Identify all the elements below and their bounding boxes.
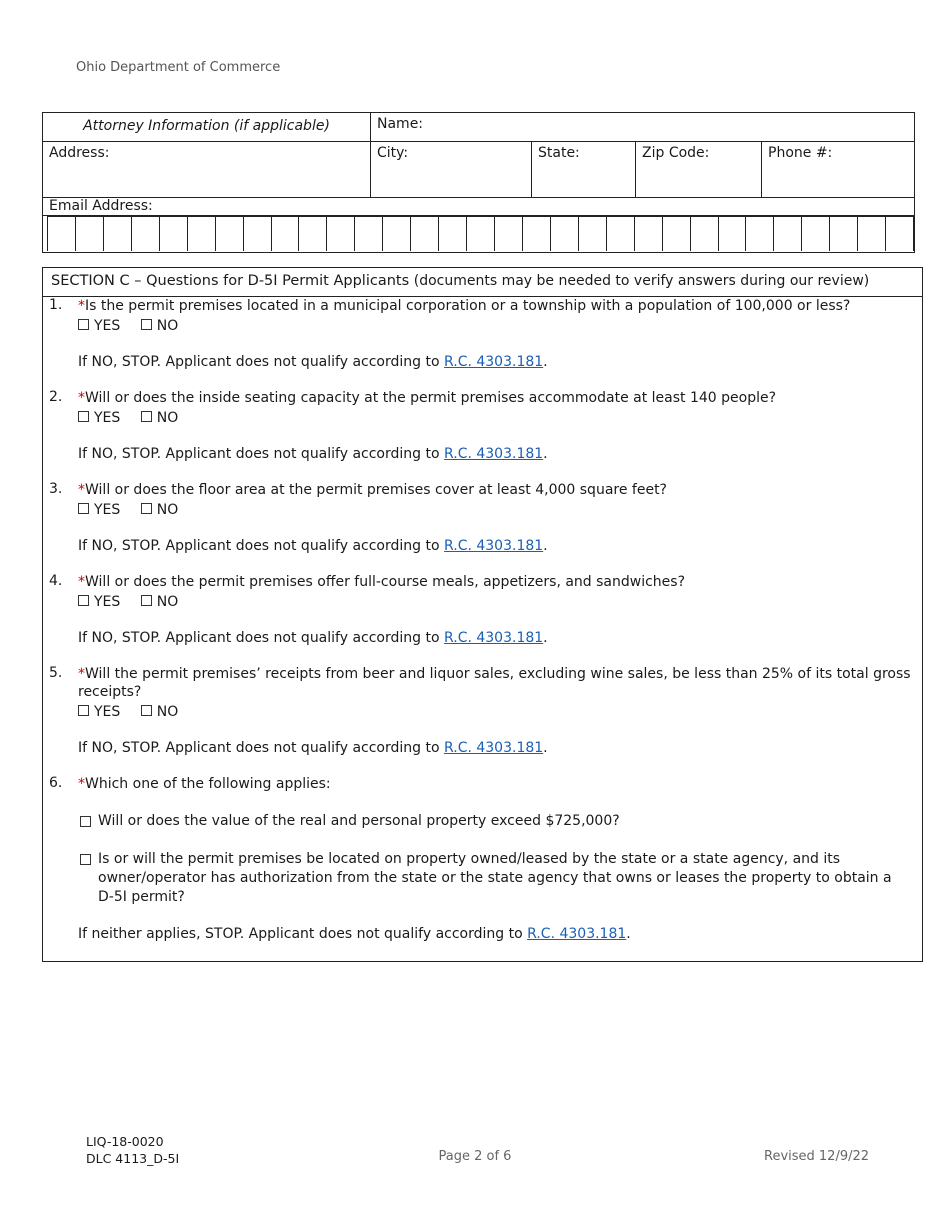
attorney-info-table bbox=[42, 112, 915, 253]
q3-no-checkbox[interactable]: NO bbox=[141, 502, 179, 518]
q1-yes-checkbox[interactable]: YES bbox=[78, 318, 120, 334]
attorney-phone-field[interactable]: Phone #: bbox=[768, 145, 833, 161]
q4-yes-checkbox[interactable]: YES bbox=[78, 594, 120, 610]
q1-stop-note: If NO, STOP. Applicant does not qualify according to R.C. 4303.181. bbox=[78, 354, 548, 370]
email-address-label: Email Address: bbox=[49, 198, 153, 214]
attorney-info-title: Attorney Information (if applicable) bbox=[43, 113, 371, 141]
q5-no-checkbox[interactable]: NO bbox=[141, 704, 179, 720]
form-id: LIQ-18-0020 bbox=[86, 1134, 164, 1149]
q6-option-1[interactable]: Will or does the value of the real and personal property exceed $725,000? bbox=[78, 812, 908, 831]
q6-option-2[interactable]: Is or will the permit premises be located on property owned/leased by the state or a state agency, and its owner/operator has authorization from the state or the state agency that owns or leases the property to obtain a D-5I permit? bbox=[78, 850, 908, 907]
email-address-boxes[interactable] bbox=[47, 216, 914, 251]
attorney-zip-field[interactable]: Zip Code: bbox=[636, 142, 762, 197]
q6-stop-note: If neither applies, STOP. Applicant does not qualify according to R.C. 4303.181. bbox=[78, 926, 631, 942]
form-code: DLC 4113_D-5I bbox=[86, 1151, 180, 1166]
q2-no-checkbox[interactable]: NO bbox=[141, 410, 179, 426]
rc-4303-181-link[interactable]: R.C. 4303.181 bbox=[444, 446, 544, 462]
rc-4303-181-link[interactable]: R.C. 4303.181 bbox=[444, 740, 544, 756]
q5-stop-note: If NO, STOP. Applicant does not qualify according to R.C. 4303.181. bbox=[78, 740, 548, 756]
question-6: 6. *Which one of the following applies: bbox=[49, 775, 331, 792]
question-4: 4. *Will or does the permit premises offer full-course meals, appetizers, and sandwiches? YES NO bbox=[49, 573, 686, 610]
question-2: 2. *Will or does the inside seating capacity at the permit premises accommodate at least 140 people? YES NO bbox=[49, 389, 777, 426]
q3-stop-note: If NO, STOP. Applicant does not qualify according to R.C. 4303.181. bbox=[78, 538, 548, 554]
question-1: 1. *Is the permit premises located in a municipal corporation or a township with a population of 100,000 or less? YES NO bbox=[49, 297, 851, 334]
question-5: 5. *Will the permit premises’ receipts from beer and liquor sales, excluding wine sales, be less than 25% of its total gross receipts? YES NO bbox=[49, 665, 911, 720]
q4-no-checkbox[interactable]: NO bbox=[141, 594, 179, 610]
attorney-city-field[interactable]: City: bbox=[371, 142, 532, 197]
q2-stop-note: If NO, STOP. Applicant does not qualify according to R.C. 4303.181. bbox=[78, 446, 548, 462]
revised-date: Revised 12/9/22 bbox=[764, 1149, 870, 1164]
rc-4303-181-link[interactable]: R.C. 4303.181 bbox=[444, 354, 544, 370]
q3-yes-checkbox[interactable]: YES bbox=[78, 502, 120, 518]
agency-header: Ohio Department of Commerce bbox=[76, 60, 281, 75]
rc-4303-181-link[interactable]: R.C. 4303.181 bbox=[444, 630, 544, 646]
rc-4303-181-link[interactable]: R.C. 4303.181 bbox=[527, 926, 627, 942]
q2-yes-checkbox[interactable]: YES bbox=[78, 410, 120, 426]
attorney-name-field[interactable]: Name: bbox=[377, 116, 424, 132]
attorney-state-field[interactable]: State: bbox=[532, 142, 636, 197]
attorney-address-field[interactable]: Address: bbox=[43, 142, 371, 197]
q4-stop-note: If NO, STOP. Applicant does not qualify according to R.C. 4303.181. bbox=[78, 630, 548, 646]
question-3: 3. *Will or does the floor area at the permit premises cover at least 4,000 square feet? YES NO bbox=[49, 481, 667, 518]
q5-yes-checkbox[interactable]: YES bbox=[78, 704, 120, 720]
section-c bbox=[42, 267, 923, 962]
rc-4303-181-link[interactable]: R.C. 4303.181 bbox=[444, 538, 544, 554]
q1-no-checkbox[interactable]: NO bbox=[141, 318, 179, 334]
page-number: Page 2 of 6 bbox=[438, 1149, 512, 1164]
section-c-title: SECTION C – Questions for D-5I Permit Applicants (documents may be needed to verify answers during our review) bbox=[43, 268, 922, 297]
